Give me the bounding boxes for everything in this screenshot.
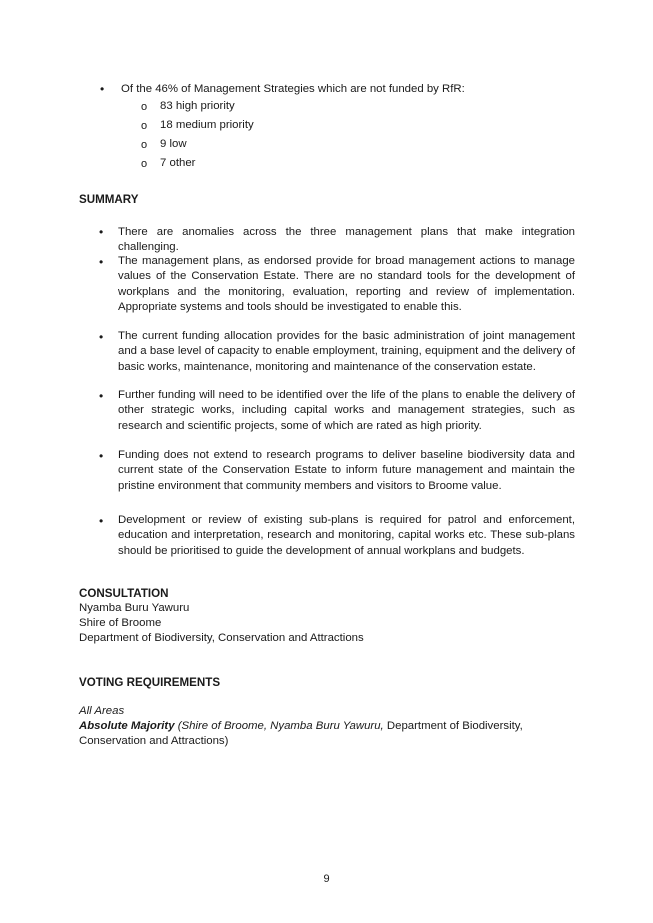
consultation-line: Department of Biodiversity, Conservation and Attractions xyxy=(79,632,364,644)
consultation-line: Shire of Broome xyxy=(79,617,162,629)
bullet-marker: • xyxy=(99,449,104,463)
bullet-marker: • xyxy=(99,225,104,239)
bullet-marker: • xyxy=(100,82,105,96)
bullet-marker: • xyxy=(99,389,104,403)
summary-item: Further funding will need to be identified over the life of the plans to enable the delivery of other strategic works, including capital works and management strategies, such as research and scientific projects, some of which are rated as high priority. xyxy=(118,389,575,432)
majority-parties: (Shire of Broome, Nyamba Buru Yawuru, xyxy=(177,720,384,732)
summary-item: The current funding allocation provides for the basic administration of joint management and a base level of capacity to enable employment, training, equipment and the delivery of basic works, maintenance, monitoring and maintenance of the conservation estate. xyxy=(118,330,575,373)
bullet-marker: • xyxy=(99,255,104,269)
consultation-line: Nyamba Buru Yawuru xyxy=(79,602,190,614)
majority-label: Absolute Majority xyxy=(79,720,175,732)
summary-item: Funding does not extend to research programs to deliver baseline biodiversity data and current state of the Conservation Estate to inform future management and maintain the pristine environment that community members and visitors to Broome value. xyxy=(118,449,575,492)
bullet-marker: • xyxy=(99,514,104,528)
sub-bullet-marker: o xyxy=(141,139,148,151)
sub-bullet-marker: o xyxy=(141,101,148,113)
summary-heading: SUMMARY xyxy=(79,193,139,206)
sub-item-medium: 18 medium priority xyxy=(160,119,254,131)
bullet-marker: • xyxy=(99,330,104,344)
sub-item-low: 9 low xyxy=(160,138,187,150)
consultation-heading: CONSULTATION xyxy=(79,587,169,600)
summary-item: The management plans, as endorsed provide for broad management actions to manage values of the Conservation Estate. There are no standard tools for the development of workplans and the monitoring, evaluation, reporting and review of implementation. Appropriate systems and tools should be investigated to enable this. xyxy=(118,255,575,313)
voting-heading: VOTING REQUIREMENTS xyxy=(79,676,221,689)
voting-majority xyxy=(79,719,579,750)
page-number: 9 xyxy=(323,873,330,885)
intro-bullet-text: Of the 46% of Management Strategies which are not funded by RfR: xyxy=(121,83,465,95)
summary-item: Development or review of existing sub-plans is required for patrol and enforcement, education and interpretation, research and monitoring, capital works etc. These sub-plans should be prioritised to guide the development of annual workplans and budgets. xyxy=(118,514,575,557)
summary-item: There are anomalies across the three management plans that make integration challenging. xyxy=(118,226,575,254)
voting-areas: All Areas xyxy=(79,705,125,717)
sub-bullet-marker: o xyxy=(141,120,148,132)
majority-department: Department of Biodiversity, Conservation and Attractions) xyxy=(79,720,523,748)
sub-item-other: 7 other xyxy=(160,157,196,169)
sub-bullet-marker: o xyxy=(141,158,148,170)
sub-item-high: 83 high priority xyxy=(160,100,235,112)
